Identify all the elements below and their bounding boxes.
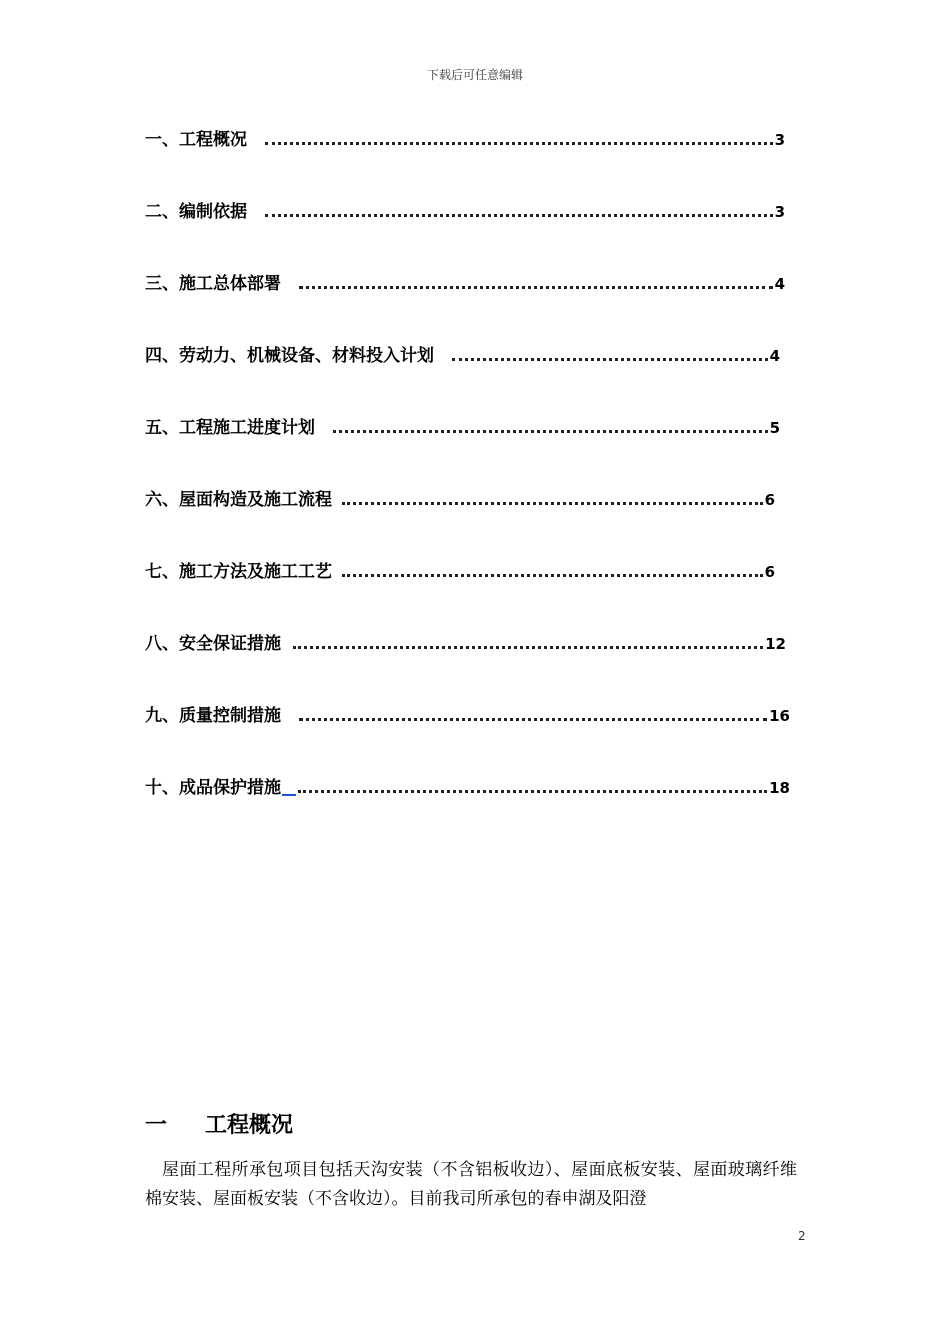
toc-entry-label: 六、屋面构造及施工流程 [145,490,332,510]
toc-entry-label: 五、工程施工进度计划 [145,418,315,438]
toc-entry[interactable] [145,486,775,510]
toc-leader-dots [333,430,768,433]
section-number: 一 [145,1113,168,1138]
toc-entry-label: 四、劳动力、机械设备、材料投入计划 [145,346,434,366]
toc-entry[interactable] [145,558,775,582]
toc-entry[interactable] [145,702,790,726]
toc-leader-dots [293,646,763,649]
toc-entry-page: 3 [774,203,785,221]
toc-entry[interactable] [145,126,785,150]
toc-leader-dots [452,358,768,361]
toc-leader-dots [265,214,773,217]
toc-entry-label: 七、施工方法及施工工艺 [145,562,332,582]
section-heading [145,1108,293,1139]
section-paragraph: 屋面工程所承包项目包括天沟安装（不含铝板收边）、屋面底板安装、屋面玻璃纤维棉安装、屋面板安装（不含收边）。目前我司所承包的春申湖及阳澄 [145,1160,797,1209]
toc-entry-page: 6 [764,563,775,581]
toc-leader-dots [342,574,763,577]
toc-entry[interactable] [145,414,780,438]
toc-entry[interactable] [145,774,790,798]
toc-entry-label: 十、成品保护措施 [145,778,281,798]
toc-entry-page: 12 [765,635,786,653]
toc-leader-dots [298,790,767,793]
toc-entry-page: 18 [769,779,790,797]
toc-entry-page: 4 [774,275,785,293]
toc-entry-label: 八、安全保证措施 [145,634,281,654]
toc-entry-label: 三、施工总体部署 [145,274,281,294]
toc-entry[interactable] [145,342,780,366]
toc-leader-dots [299,718,767,721]
toc-entry[interactable] [145,198,785,222]
toc-entry-page: 3 [774,131,785,149]
toc-entry-label: 九、质量控制措施 [145,706,281,726]
hyperlink-underline [282,794,296,796]
toc-entry[interactable] [145,270,785,294]
page-header: 下载后可任意编辑 [426,68,523,82]
toc-entry-page: 6 [764,491,775,509]
toc-leader-dots [265,142,773,145]
toc-entry-page: 16 [769,707,790,725]
toc-leader-dots [342,502,763,505]
page-number: 2 [798,1229,806,1243]
toc-entry-page: 5 [769,419,780,437]
toc-entry-label: 二、编制依据 [145,202,247,222]
section-title: 工程概况 [205,1113,294,1138]
toc-entry-page: 4 [769,347,780,365]
toc-leader-dots [299,286,773,289]
toc-entry-label: 一、工程概况 [145,130,247,150]
toc-entry[interactable] [145,630,786,654]
